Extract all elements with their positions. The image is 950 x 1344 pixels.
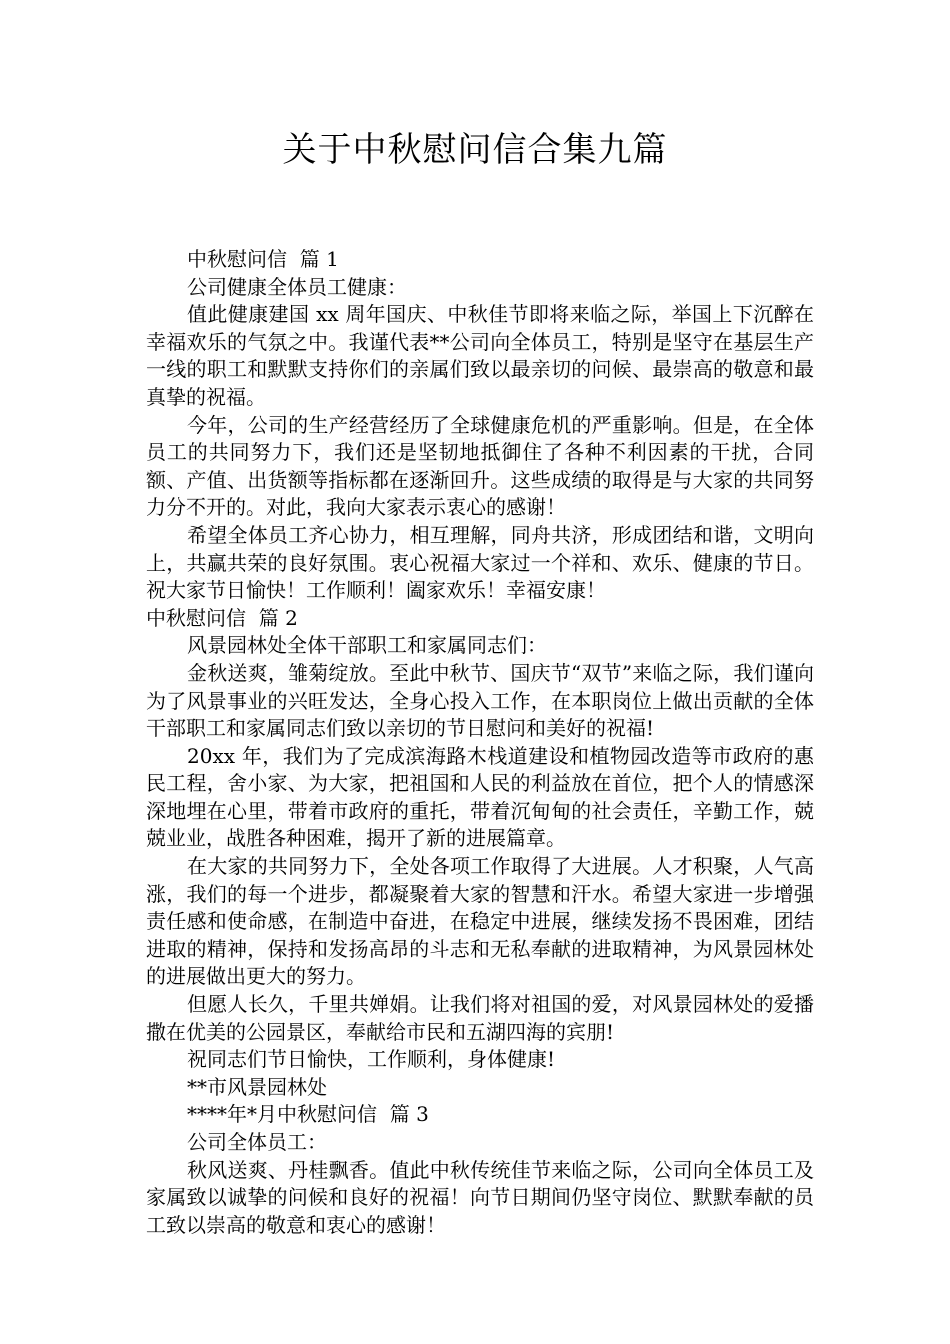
section-heading-1: 中秋慰问信 篇 1 — [187, 247, 339, 271]
signature: **市风景园林处 — [187, 1074, 327, 1099]
body-paragraph: 秋风送爽、丹桂飘香。值此中秋传统佳节来临之际，公司向全体员工及家属致以诚挚的问候和良好的祝福！向节日期间仍坚守岗位、默默奉献的员工致以崇高的敬意和衷心的感谢！ — [146, 1157, 814, 1237]
salutation-2: 风景园林处全体干部职工和家属同志们： — [187, 633, 547, 658]
closing-wish: 祝同志们节日愉快，工作顺利，身体健康! — [187, 1047, 556, 1072]
document-body — [146, 246, 827, 1239]
body-paragraph: 值此健康建国 xx 周年国庆、中秋佳节即将来临之际，举国上下沉醉在幸福欢乐的气氛之中。我谨代表**公司向全体员工，特别是坚守在基层生产一线的职工和默默支持你们的亲属们致以最亲切的问候、最崇高的敬意和最真挚的祝福。 — [146, 302, 814, 409]
body-paragraph: 20xx 年，我们为了完成滨海路木栈道建设和植物园改造等市政府的惠民工程，舍小家、为大家，把祖国和人民的利益放在首位，把个人的情感深深地埋在心里，带着市政府的重托，带着沉甸甸的社会责任，辛勤工作，兢兢业业，战胜各种困难，揭开了新的进展篇章。 — [146, 743, 814, 851]
date-and-section-heading-3: ****年*月中秋慰问信 篇 3 — [187, 1102, 429, 1127]
section-heading-2: 中秋慰问信 篇 2 — [146, 605, 298, 630]
salutation-3: 公司全体员工： — [187, 1130, 327, 1154]
document-title: 关于中秋慰问信合集九篇 — [282, 130, 668, 170]
body-paragraph: 希望全体员工齐心协力，相互理解，同舟共济，形成团结和谐，文明向上，共赢共荣的良好氛围。衷心祝福大家过一个祥和、欢乐、健康的节日。 祝大家节日愉快！工作顺利！阖家欢乐！幸福安康！ — [146, 522, 827, 603]
body-paragraph: 在大家的共同努力下，全处各项工作取得了大进展。人才积聚，人气高涨，我们的每一个进步，都凝聚着大家的智慧和汗水。希望大家进一步增强责任感和使命感，在制造中奋进，在稳定中进展，继续发扬不畏困难，团结进取的精神，保持和发扬高昂的斗志和无私奉献的进取精神，为风景园林处的进展做出更大的努力。 — [146, 854, 814, 989]
body-paragraph: 但愿人长久，千里共婵娟。让我们将对祖国的爱，对风景园林处的爱播撒在优美的公园景区，奉献给市民和五湖四海的宾朋! — [146, 992, 814, 1044]
salutation-1: 公司健康全体员工健康： — [187, 274, 407, 299]
body-paragraph: 今年，公司的生产经营经历了全球健康危机的严重影响。但是，在全体员工的共同努力下，我们还是坚韧地抵御住了各种不利因素的干扰，合同额、产值、出货额等指标都在逐渐回升。这些成绩的取得是与大家的共同努力分不开的。对此，我向大家表示衷心的感谢！ — [146, 412, 814, 520]
body-paragraph: 金秋送爽，雏菊绽放。至此中秋节、国庆节“双节”来临之际，我们谨向为了风景事业的兴旺发达，全身心投入工作，在本职岗位上做出贡献的全体干部职工和家属同志们致以亲切的节日慰问和美好的祝福! — [146, 660, 814, 741]
